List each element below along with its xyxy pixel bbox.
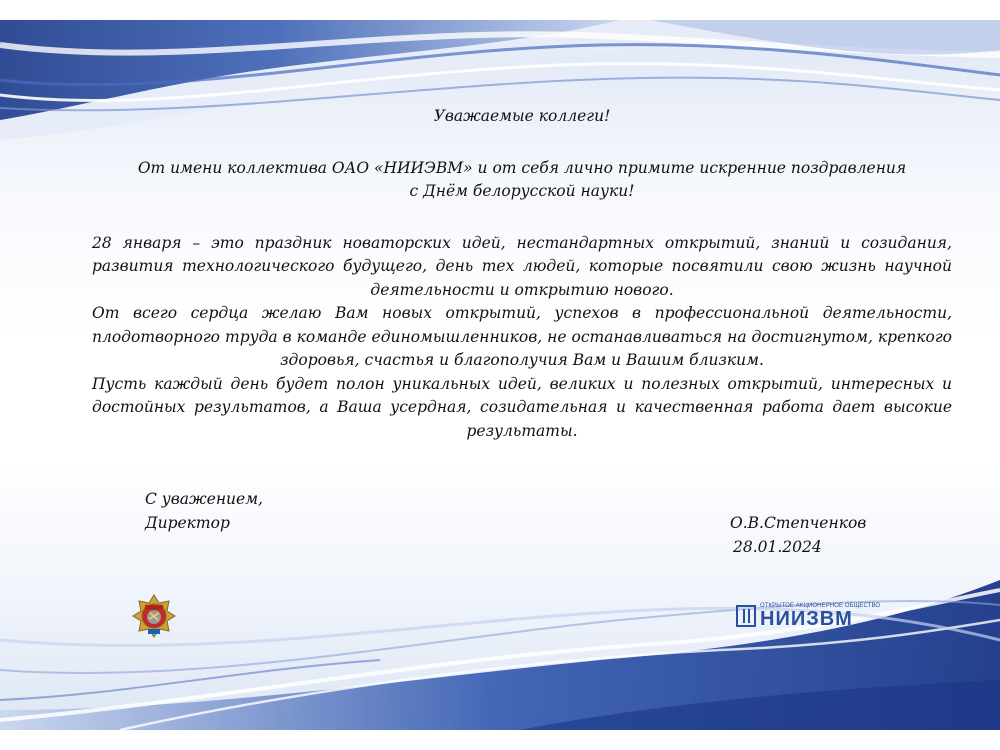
order-emblem-icon — [131, 593, 177, 639]
congrats-line-2: с Днём белорусской науки! — [409, 182, 635, 200]
logo-title: НИИЗВМ — [760, 608, 853, 630]
paragraph-2: От всего сердца желаю Вам новых открытий, успехов в профессиональной деятельности, плодотворного труда в команде единомышленников, не останавливаться на достигнутом, крепкого здоровья, счастья и благополучия Вам и Вашим близким. — [92, 304, 952, 369]
letter-date: 28.01.2024 — [733, 538, 822, 556]
congrats-block — [92, 157, 952, 204]
letter-body — [92, 105, 952, 443]
paragraph-1: 28 января – это праздник новаторских идей, нестандартных открытий, знаний и созидания, развития технологического будущего, день тех людей, которые посвятили свою жизнь научной деятельности и открытию нового. — [92, 233, 952, 299]
paragraph-3: Пусть каждый день будет полон уникальных идей, великих и полезных открытий, интересных и достойных результатов, а Ваша усердная, созидательная и качественная работа дает высокие результаты. — [92, 374, 952, 440]
logo-subtitle: ОТКРЫТОЕ АКЦИОНЕРНОЕ ОБЩЕСТВО — [760, 603, 881, 609]
company-logo — [736, 603, 881, 630]
congrats-line-1: От имени коллектива ОАО «НИИЭВМ» и от себя лично примите искренние поздравления — [137, 158, 907, 177]
greeting-card — [0, 20, 1000, 730]
signer-role: Директор — [145, 514, 230, 532]
greeting: Уважаемые коллеги! — [433, 107, 611, 125]
regards-text: С уважением, — [145, 490, 263, 508]
logo-mark-icon — [736, 605, 756, 627]
signer-name: О.В.Степченков — [730, 514, 867, 532]
